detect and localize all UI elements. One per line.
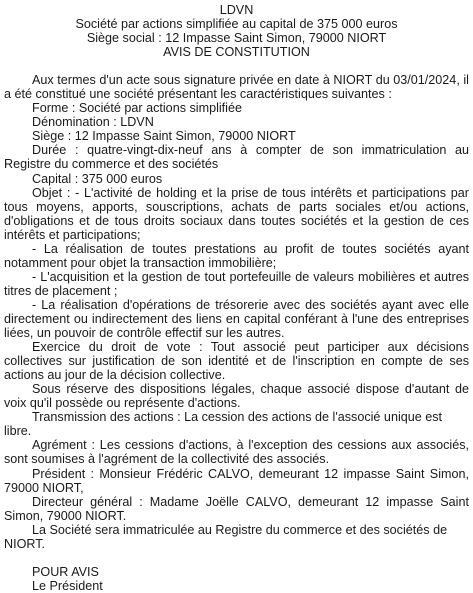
notice-title: AVIS DE CONSTITUTION [163,45,310,60]
denomination-line: Dénomination : LDVN [32,115,154,130]
voix-paragraph: Sous réserve des dispositions légales, chaque associé dispose d'autant de voix qu'il possède ou représente d'actions. [4,382,469,411]
signatory: Le Président [32,578,103,593]
spacer [4,59,469,73]
pour-avis: POUR AVIS [32,564,99,579]
objet-paragraph: Objet : - L'activité de holding et la prise de tous intérêts et participations par tous moyens, apports, souscriptions, achats de parts sociales et/ou actions, d'obligations et de tous droits sociaux dans toutes sociétés et la gestion de ces intérêts et participations; [4,185,469,242]
objet-item-3: - L'acquisition et la gestion de tout portefeuille de valeurs mobilières et autres titres de placement ; [4,269,469,298]
objet-item-4: - La réalisation d'opérations de trésorerie avec des sociétés ayant avec elle directement ou indirectement des liens en capital conférant à l'une des entreprises liées, un pouvoir de contrôle effectif sur les autres. [4,297,469,341]
capital-line-body: Capital : 375 000 euros [32,171,163,186]
forme-line: Forme : Société par actions simplifiée [32,101,242,116]
transmission-line: Transmission des actions : La cession des actions de l'associé unique est libre. [4,410,443,439]
directeur-paragraph: Directeur général : Madame Joëlle CALVO, demeurant 12 impasse Saint Simon, 79000 NIORT. [4,494,469,523]
objet-item-2: - La réalisation de toutes prestations au profit de toutes sociétés ayant notamment pour objet la transaction immobilière; [4,241,469,270]
vote-paragraph: Exercice du droit de vote : Tout associé peut participer aux décisions collectives sur justification de son identité et de l'inscription en compte de ses actions au jour de la décision collective. [4,340,469,383]
agrement-paragraph: Agrément : Les cessions d'actions, à l'exception des cessions aux associés, sont soumises à l'agrément de la collectivité des associés. [4,438,469,467]
spacer [4,551,469,565]
intro-paragraph: Aux termes d'un acte sous signature privée en date à NIORT du 03/01/2024, il a été constitué une société présentant les caractéristiques suivantes : [4,73,469,102]
immatriculation-line: La Société sera immatriculée au Registre du commerce et des sociétés de NIORT. [4,522,448,551]
duree-paragraph: Durée : quatre-vingt-dix-neuf ans à compter de son immatriculation au Registre du commerce et des sociétés [4,143,469,172]
capital-line: Société par actions simplifiée au capital de 375 000 euros [75,17,398,32]
president-paragraph: Président : Monsieur Frédéric CALVO, demeurant 12 impasse Saint Simon, 79000 NIORT, [4,466,469,495]
siege-line: Siège : 12 Impasse Saint Simon, 79000 NIORT [32,129,296,144]
seat-line: Siège social : 12 Impasse Saint Simon, 79000 NIORT [86,31,387,46]
company-name: LDVN [219,3,254,17]
